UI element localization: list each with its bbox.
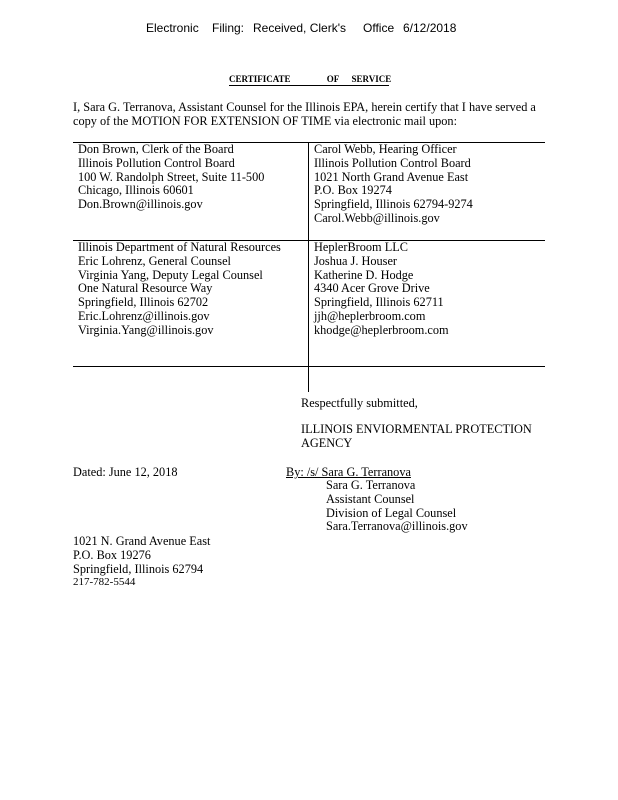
table-divider [308,142,309,392]
recipient-line: Carol Webb, Hearing Officer [314,142,457,156]
intro-line: I, Sara G. Terranova, Assistant Counsel for the Illinois EPA, herein certify that I have served a [73,100,536,114]
recipient-line: Eric Lohrenz, General Counsel [78,253,231,268]
header-office: Office [363,21,395,35]
address-line: 1021 N. Grand Avenue East [73,534,211,548]
document-title [229,74,392,86]
title-word: CERTIFICATE [229,74,291,84]
recipient-line: Chicago, Illinois 60601 [78,183,194,198]
header-date: 6/12/2018 [403,21,457,35]
recipient-line: Virginia Yang, Deputy Legal Counsel [78,267,263,282]
signer-line: Sara G. Terranova [326,478,416,492]
title-word: SERVICE [351,74,392,84]
recipient-email: jjh@heplerbroom.com [314,308,426,323]
recipient-email: Eric.Lohrenz@illinois.gov [78,308,210,323]
recipient-line: Katherine D. Hodge [314,267,414,282]
recipient-email: Virginia.Yang@illinois.gov [78,322,214,337]
signer-line: Division of Legal Counsel [326,505,457,520]
signer-line: Assistant Counsel [326,491,415,506]
address-line: Springfield, Illinois 62794 [73,561,204,576]
closing: Respectfully submitted, [301,396,418,410]
recipient-block [314,143,473,226]
recipient-line: Springfield, Illinois 62702 [78,295,209,310]
signer-block [326,479,468,534]
intro-line: copy of the MOTION FOR EXTENSION OF TIME via electronic mail upon: [73,113,457,128]
table-rule [73,366,545,367]
address-line: P.O. Box 19276 [73,547,151,562]
header-filing: Filing: [212,21,245,35]
recipient-line: P.O. Box 19274 [314,183,392,198]
recipient-line: 100 W. Randolph Street, Suite 11-500 [78,169,265,184]
recipient-line: One Natural Resource Way [78,281,213,296]
recipient-line: HeplerBroom LLC [314,240,408,254]
recipient-line: Springfield, Illinois 62711 [314,295,444,310]
agency-line: ILLINOIS ENVIORMENTAL PROTECTION [301,422,532,436]
recipient-line: Illinois Pollution Control Board [78,155,235,170]
recipient-line: 1021 North Grand Avenue East [314,169,469,184]
recipient-email: Don.Brown@illinois.gov [78,197,203,212]
recipient-line: 4340 Acer Grove Drive [314,281,430,296]
recipient-line: Joshua J. Houser [314,253,397,268]
signer-email: Sara.Terranova@illinois.gov [326,519,468,534]
recipient-email: Carol.Webb@illinois.gov [314,210,440,225]
agency-line: AGENCY [301,435,353,450]
recipient-line: Springfield, Illinois 62794-9274 [314,197,473,212]
agency-name [301,423,532,451]
return-address [73,535,210,590]
signature-line: By: /s/ Sara G. Terranova [286,465,411,479]
recipient-block [78,143,264,212]
recipient-line: Illinois Department of Natural Resources [78,240,281,254]
phone: 217-782-5544 [73,576,136,589]
title-word: OF [326,74,340,84]
recipient-block [78,241,281,338]
header-received: Received, Clerk's [253,21,346,35]
recipient-email: khodge@heplerbroom.com [314,322,449,337]
intro-paragraph [73,101,536,129]
header-electronic: Electronic [146,21,199,35]
recipient-line: Illinois Pollution Control Board [314,155,471,170]
recipient-line: Don Brown, Clerk of the Board [78,142,234,156]
dated: Dated: June 12, 2018 [73,465,178,479]
recipient-block [314,241,449,338]
